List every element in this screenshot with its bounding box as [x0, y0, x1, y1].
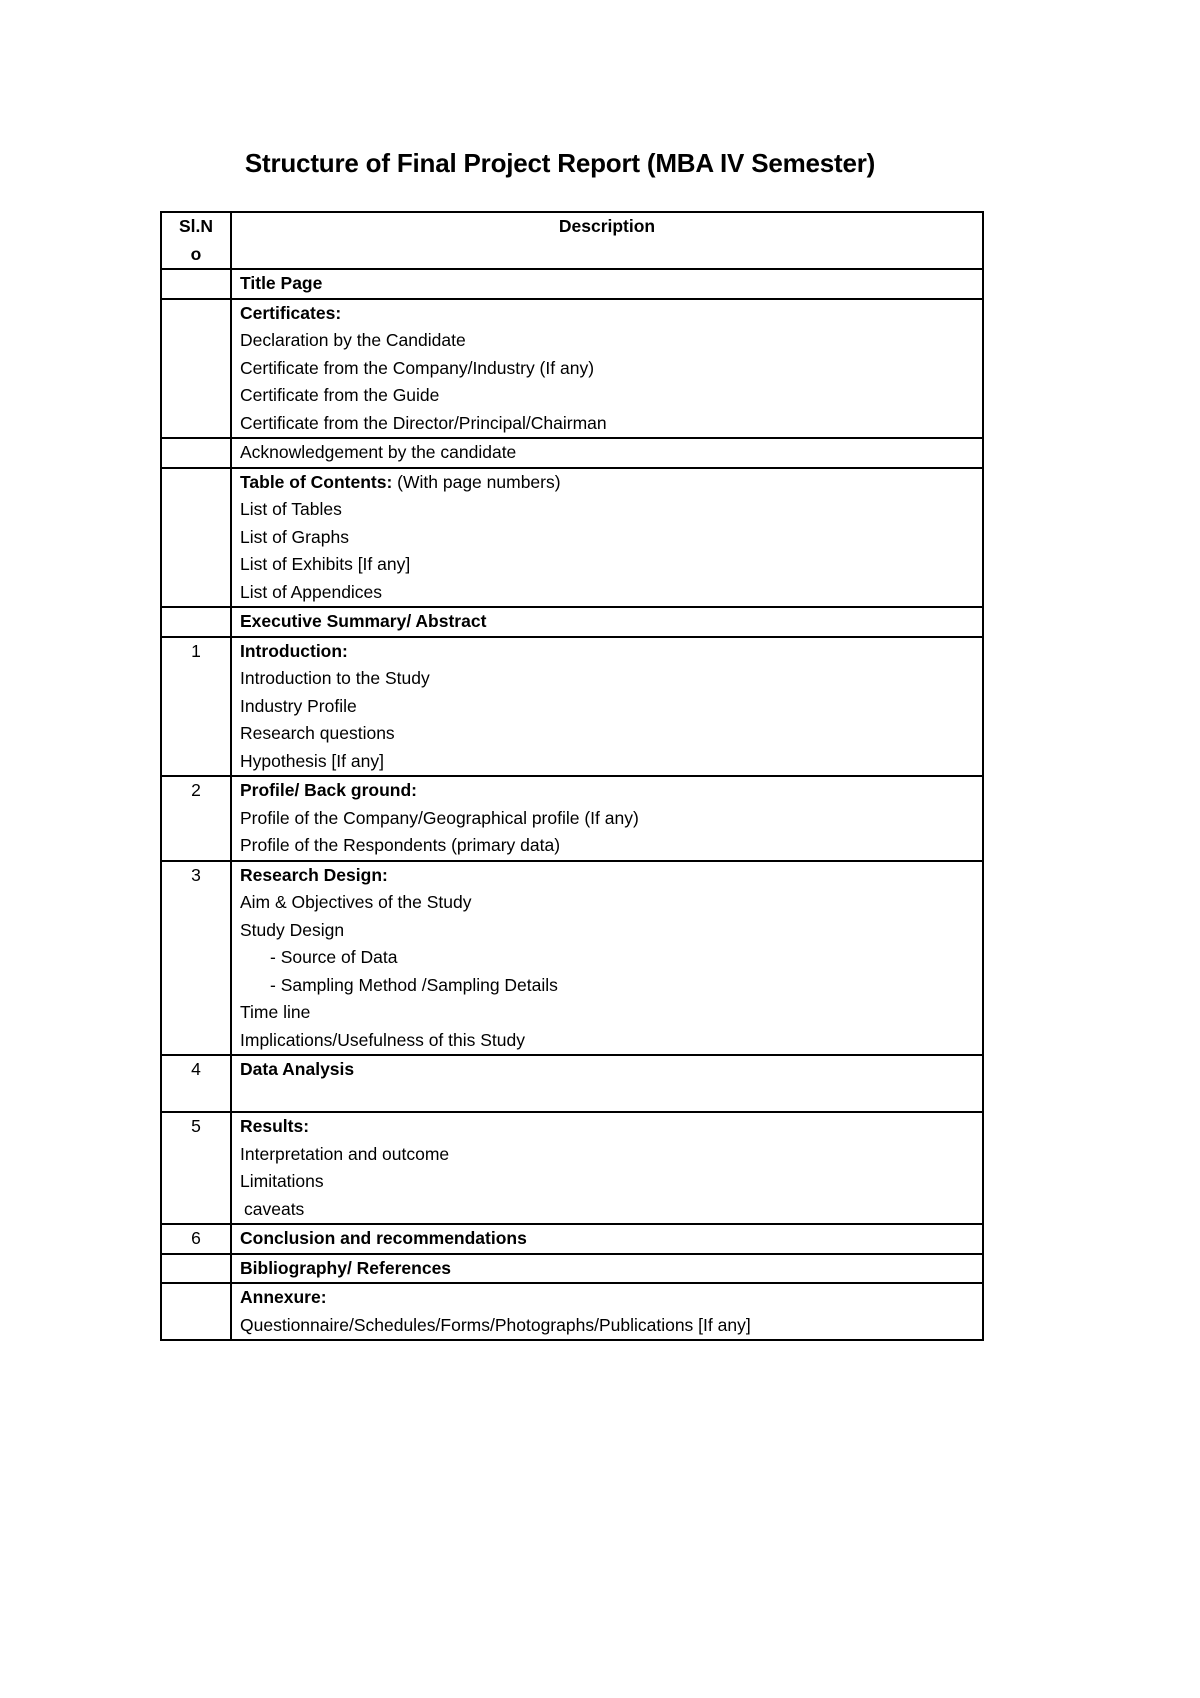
description-cell	[231, 438, 983, 468]
serial-number-cell	[161, 269, 231, 299]
table-row	[161, 468, 983, 608]
header-description: Description	[231, 212, 983, 269]
description-line: Profile of the Respondents (primary data)	[240, 835, 561, 855]
header-serial-number-line2: o	[190, 243, 202, 264]
description-line: Executive Summary/ Abstract	[240, 611, 487, 631]
description-line: - Sampling Method /Sampling Details	[270, 974, 558, 995]
serial-number-cell	[161, 438, 231, 468]
table-row	[161, 607, 983, 637]
description-line: Certificate from the Company/Industry (If any)	[240, 357, 595, 378]
serial-number-cell	[161, 299, 231, 439]
description-line: Introduction to the Study	[240, 668, 430, 688]
description-line: Research questions	[240, 723, 395, 743]
table-row	[161, 1112, 983, 1224]
description-line: Study Design	[240, 919, 345, 940]
description-line: Declaration by the Candidate	[240, 330, 466, 350]
header-serial-number-line1: Sl.N	[178, 216, 214, 236]
table-row	[161, 776, 983, 861]
description-cell	[231, 776, 983, 861]
description-line: Questionnaire/Schedules/Forms/Photographs/Publications [If any]	[240, 1314, 751, 1335]
page-title: Structure of Final Project Report (MBA IV Semester)	[244, 148, 876, 178]
serial-number-cell: 3	[161, 861, 231, 1056]
description-line: Industry Profile	[240, 695, 357, 716]
table-row	[161, 1254, 983, 1284]
serial-number-cell: 4	[161, 1055, 231, 1112]
serial-number-cell	[161, 1254, 231, 1284]
table-row	[161, 1224, 983, 1254]
description-line: Title Page	[240, 273, 323, 293]
description-line: Conclusion and recommendations	[240, 1228, 527, 1248]
report-structure-table	[160, 211, 984, 1341]
description-line	[240, 469, 974, 497]
description-line: Introduction:	[240, 640, 348, 661]
serial-number-cell	[161, 1283, 231, 1340]
description-line: Time line	[240, 1002, 311, 1022]
description-cell	[231, 607, 983, 637]
description-cell	[231, 1112, 983, 1224]
table-row	[161, 1283, 983, 1340]
table-row	[161, 861, 983, 1056]
description-line: Data Analysis	[240, 1059, 355, 1079]
table-body	[161, 269, 983, 1340]
description-line: Certificates:	[240, 302, 342, 323]
table-row	[161, 1055, 983, 1112]
table-row	[161, 299, 983, 439]
description-line: Certificate from the Director/Principal/Chairman	[240, 412, 607, 433]
table-header-row	[161, 212, 983, 269]
description-cell	[231, 468, 983, 608]
description-cell	[231, 269, 983, 299]
description-line: Results:	[240, 1116, 310, 1136]
description-line: - Source of Data	[270, 947, 398, 967]
description-cell	[231, 1283, 983, 1340]
description-cell	[231, 1224, 983, 1254]
serial-number-cell: 2	[161, 776, 231, 861]
description-line: Acknowledgement by the candidate	[240, 442, 517, 462]
description-line: Bibliography/ References	[240, 1257, 452, 1278]
description-line: Implications/Usefulness of this Study	[240, 1029, 525, 1050]
description-line: Interpretation and outcome	[240, 1143, 450, 1164]
table-row	[161, 269, 983, 299]
description-cell	[231, 637, 983, 777]
description-line: Profile of the Company/Geographical profile (If any)	[240, 807, 639, 828]
description-cell	[231, 299, 983, 439]
description-cell	[231, 1254, 983, 1284]
serial-number-cell	[161, 607, 231, 637]
description-line: Annexure:	[240, 1287, 327, 1307]
description-cell	[231, 861, 983, 1056]
description-line: Profile/ Back ground:	[240, 780, 417, 800]
description-line: Aim & Objectives of the Study	[240, 892, 472, 912]
header-serial-number	[161, 212, 231, 269]
serial-number-cell: 5	[161, 1112, 231, 1224]
description-line: Hypothesis [If any]	[240, 750, 384, 771]
description-line: caveats	[244, 1198, 305, 1219]
description-line: Limitations	[240, 1171, 324, 1191]
description-line-rest: (With page numbers)	[392, 471, 561, 492]
description-line-bold-part: Table of Contents:	[240, 471, 393, 492]
description-line: List of Tables	[240, 499, 342, 519]
serial-number-cell: 1	[161, 637, 231, 777]
description-line: List of Appendices	[240, 581, 383, 602]
table-row	[161, 637, 983, 777]
description-cell	[231, 1055, 983, 1112]
serial-number-cell	[161, 468, 231, 608]
table-row	[161, 438, 983, 468]
serial-number-cell: 6	[161, 1224, 231, 1254]
description-line: List of Graphs	[240, 526, 349, 547]
description-line: Research Design:	[240, 864, 388, 885]
description-line: List of Exhibits [If any]	[240, 554, 411, 574]
description-line: Certificate from the Guide	[240, 385, 440, 405]
